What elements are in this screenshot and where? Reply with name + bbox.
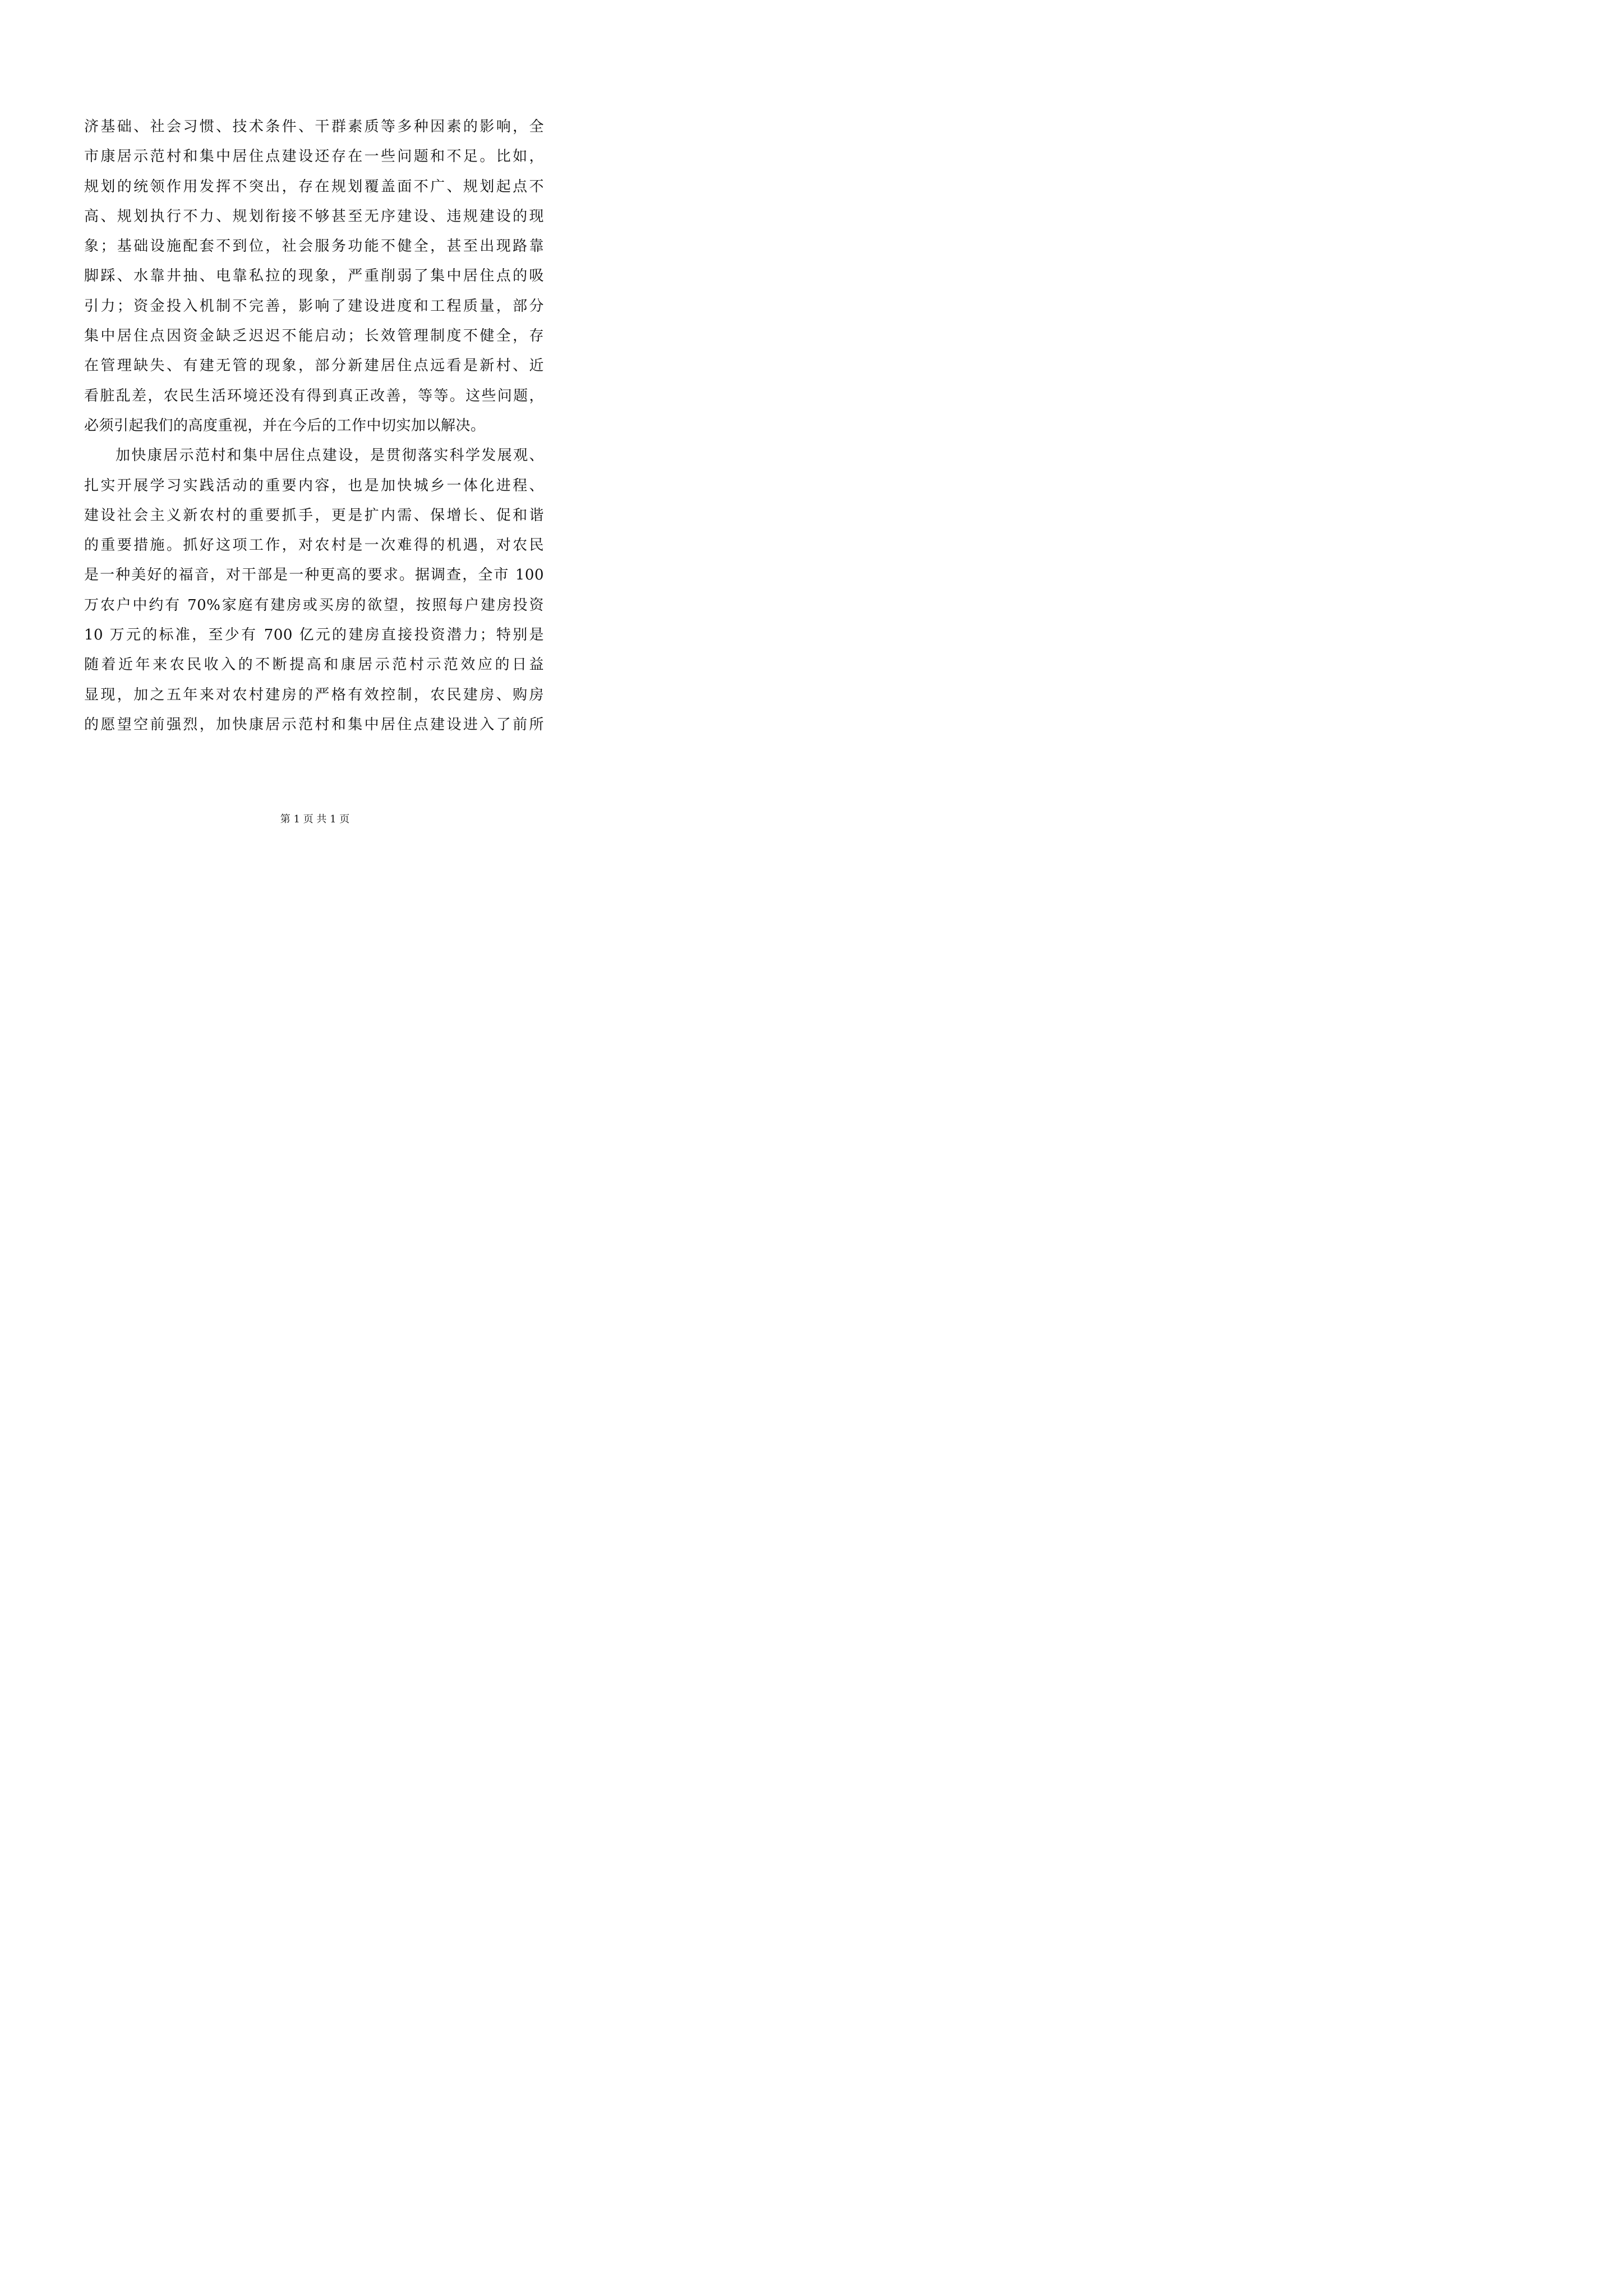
- text-line: 济基础、社会习惯、技术条件、干群素质等多种因素的影响，全: [84, 118, 544, 135]
- text-line: 的愿望空前强烈，加快康居示范村和集中居住点建设进入了前所: [84, 716, 544, 733]
- document-body: [84, 112, 544, 740]
- text-line: 的重要措施。抓好这项工作，对农村是一次难得的机遇，对农民: [84, 537, 544, 554]
- text-line: 市康居示范村和集中居住点建设还存在一些问题和不足。比如，: [84, 148, 544, 165]
- text-line: 必须引起我们的高度重视，并在今后的工作中切实加以解决。: [84, 417, 486, 434]
- text-line: 看脏乱差，农民生活环境还没有得到真正改善，等等。这些问题，: [84, 387, 544, 404]
- text-line-paragraph-start: 加快康居示范村和集中居住点建设，是贯彻落实科学发展观、: [116, 447, 544, 464]
- text-line: 10 万元的标准，至少有 700 亿元的建房直接投资潜力；特别是: [84, 627, 544, 644]
- text-line: 规划的统领作用发挥不突出，存在规划覆盖面不广、规划起点不: [84, 178, 544, 195]
- text-line: 在管理缺失、有建无管的现象，部分新建居住点远看是新村、近: [84, 357, 544, 375]
- text-line: 扎实开展学习实践活动的重要内容，也是加快城乡一体化进程、: [84, 477, 544, 494]
- text-line: 引力；资金投入机制不完善，影响了建设进度和工程质量，部分: [84, 297, 544, 315]
- document-page: [0, 0, 630, 890]
- text-line: 是一种美好的福音，对干部是一种更高的要求。据调查，全市 100: [84, 567, 544, 584]
- text-line: 高、规划执行不力、规划衔接不够甚至无序建设、违规建设的现: [84, 208, 544, 225]
- text-line: 脚踩、水靠井抽、电靠私拉的现象，严重削弱了集中居住点的吸: [84, 268, 544, 285]
- text-line: 象；基础设施配套不到位，社会服务功能不健全，甚至出现路靠: [84, 238, 544, 255]
- page-number-footer: 第 1 页 共 1 页: [280, 813, 350, 825]
- text-line: 万农户中约有 70%家庭有建房或买房的欲望，按照每户建房投资: [84, 596, 544, 614]
- text-line: 建设社会主义新农村的重要抓手，更是扩内需、保增长、促和谐: [84, 507, 544, 524]
- text-line: 显现，加之五年来对农村建房的严格有效控制，农民建房、购房: [84, 686, 544, 703]
- text-line: 集中居住点因资金缺乏迟迟不能启动；长效管理制度不健全，存: [84, 328, 544, 345]
- text-line: 随着近年来农民收入的不断提高和康居示范村示范效应的日益: [84, 656, 544, 674]
